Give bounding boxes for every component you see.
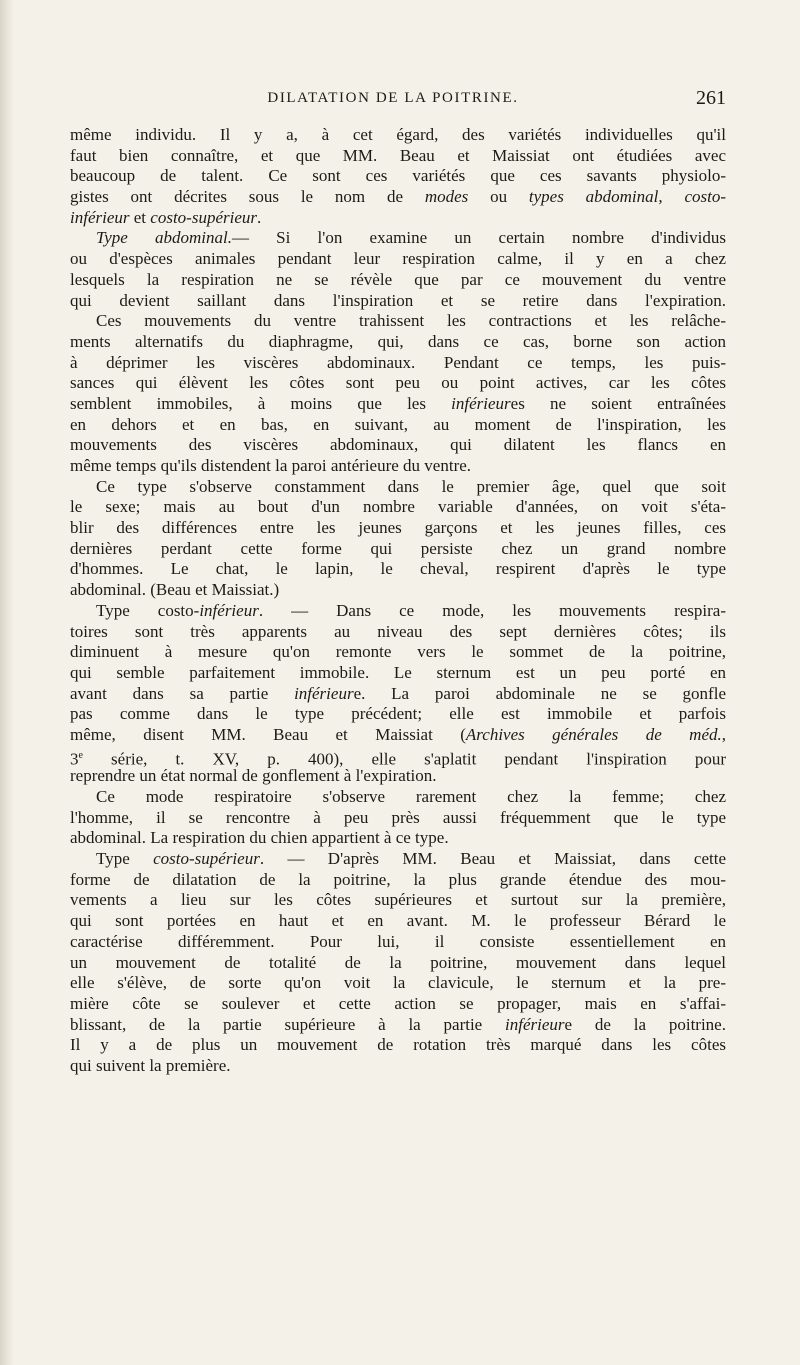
text-line: beaucoup de talent. Ce sont ces variétés que ces savants physiolo- [70,166,726,186]
text-line: qui semble parfaitement immobile. Le sternum est un peu porté en [70,662,726,682]
text-line: mouvements des viscères abdominaux, qui dilatent les flancs en [70,435,726,455]
body-text [70,125,726,1077]
text-line: blir des différences entre les jeunes garçons et les jeunes filles, ces [70,518,726,538]
text-line: Il y a de plus un mouvement de rotation très marqué dans les côtes [70,1035,726,1055]
text-line: toires sont très apparents au niveau des sept dernières côtes; ils [70,621,726,641]
text-line: reprendre un état normal de gonflement à l'expiration. [70,766,437,786]
text-line: diminuent à mesure qu'on remonte vers le sommet de la poitrine, [70,642,726,662]
text-line: elle s'élève, de sorte qu'on voit la clavicule, le sternum et la pre- [70,973,726,993]
text-line: forme de dilatation de la poitrine, la plus grande étendue des mou- [70,869,726,889]
text-line: même temps qu'ils distendent la paroi antérieure du ventre. [70,456,472,475]
text-line: faut bien connaître, et que MM. Beau et Maissiat ont étudiées avec [70,145,726,165]
text-line: Ce mode respiratoire s'observe rarement chez la femme; chez [96,787,726,806]
text-line: Type costo-supérieur. — D'après MM. Beau et Maissiat, dans cette [96,849,726,869]
text-line: qui suivent la première. [70,1055,231,1075]
text-line: d'hommes. Le chat, le lapin, le cheval, respirent d'après le type [70,559,726,579]
page-header [120,87,726,114]
text-line: ments alternatifs du diaphragme, qui, dans ce cas, borne son action [70,331,726,351]
text-line: pas comme dans le type précédent; elle est immobile et parfois [70,704,726,724]
text-line: Ces mouvements du ventre trahissent les contractions et les relâche- [96,311,726,331]
text-line: même, disent MM. Beau et Maissiat (Archives générales de méd., [70,724,726,744]
text-line: mière côte se soulever et cette action se propager, mais en s'affai- [70,993,726,1013]
text-line: blissant, de la partie supérieure à la partie inférieure de la poitrine. [70,1014,726,1034]
text-line: un mouvement de totalité de la poitrine, mouvement dans lequel [70,952,726,972]
page-number: 261 [696,87,726,109]
text-line: sances qui élèvent les côtes sont peu ou point actives, car les côtes [70,373,726,393]
text-line: 3e série, t. XV, p. 400), elle s'aplatit pendant l'inspiration pour [70,749,726,769]
text-line: caractérise différemment. Pour lui, il consiste essentiellement en [70,931,726,951]
text-line: dernières perdant cette forme qui persiste chez un grand nombre [70,538,726,558]
text-line: Type abdominal.— Si l'on examine un certain nombre d'individus [96,228,726,248]
text-line: Type costo-inférieur. — Dans ce mode, les mouvements respira- [96,600,726,620]
text-line: qui sont portées en haut et en avant. M. le professeur Bérard le [70,911,726,931]
text-line: en dehors et en bas, en suivant, au moment de l'inspiration, les [70,414,726,434]
text-line: ou d'espèces animales pendant leur respiration calme, il y en a chez [70,249,726,269]
text-line: lesquels la respiration ne se révèle que par ce mouvement du ventre [70,269,726,289]
text-line: l'homme, il se rencontre à peu près aussi fréquemment que le type [70,807,726,827]
text-line: inférieur et costo-supérieur. [70,207,262,227]
text-line: abdominal. (Beau et Maissiat.) [70,580,280,600]
text-line: Ce type s'observe constamment dans le premier âge, quel que soit [96,476,726,496]
text-line: semblent immobiles, à moins que les inférieures ne soient entraînées [70,393,726,413]
text-line: gistes ont décrites sous le nom de modes ou types abdominal, costo- [70,187,726,207]
text-line: avant dans sa partie inférieure. La paroi abdominale ne se gonfle [70,683,726,703]
text-line: le sexe; mais au bout d'un nombre variable d'années, on voit s'éta- [70,497,726,517]
text-line: abdominal. La respiration du chien appartient à ce type. [70,828,449,848]
text-line: vements a lieu sur les côtes supérieures et surtout sur la première, [70,890,726,910]
text-line: même individu. Il y a, à cet égard, des variétés individuelles qu'il [70,125,726,144]
text-line: à déprimer les viscères abdominaux. Pendant ce temps, les puis- [70,352,726,372]
page-edge-shadow [0,0,14,1365]
running-title: DILATATION DE LA POITRINE. [267,90,519,106]
text-line: qui devient saillant dans l'inspiration et se retire dans l'expiration. [70,290,726,310]
